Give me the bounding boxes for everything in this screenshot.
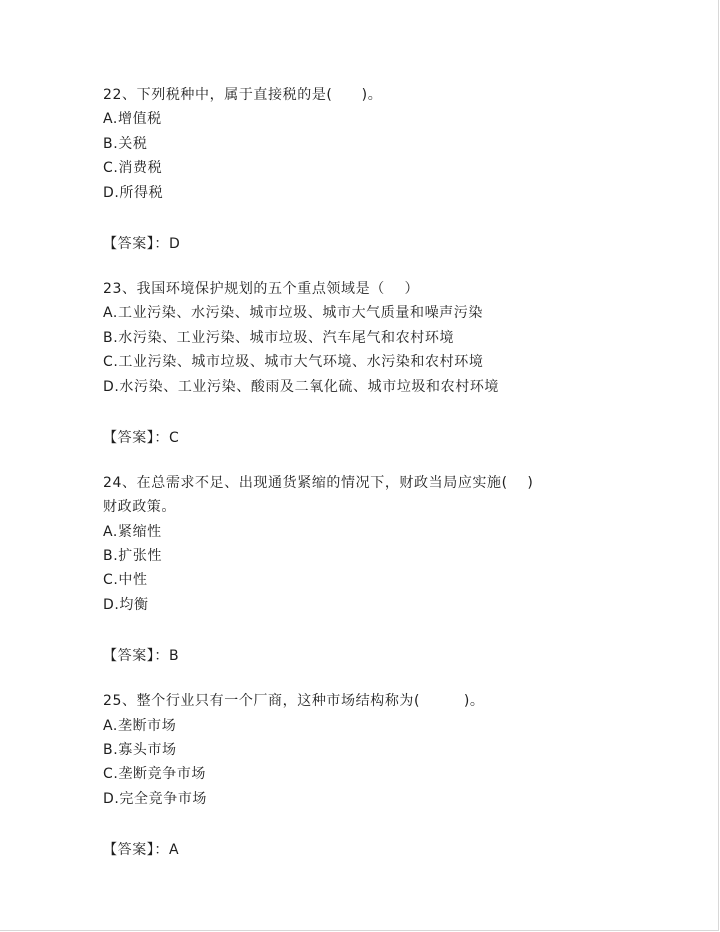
answer-label: 【答案】： [103,842,169,859]
option-d: D.均衡 [103,596,149,613]
question-24 [103,471,683,668]
option-d: D.水污染、工业污染、酸雨及二氧化硫、城市垃圾和农村环境 [103,378,500,395]
answer-value: C [169,429,180,446]
option-c: C.工业污染、城市垃圾、城市大气环境、水污染和农村环境 [103,354,484,371]
question-stem-continued: 财政政策。 [103,499,176,516]
answer-label: 【答案】： [103,648,169,665]
option-a: A.紧缩性 [103,523,162,540]
question-list [103,83,683,883]
option-a: A.增值税 [103,111,162,128]
question-22 [103,83,683,256]
answer-value: B [169,648,180,665]
answer-value: D [169,235,181,252]
option-a: A.工业污染、水污染、城市垃圾、城市大气质量和噪声污染 [103,305,483,322]
option-d: D.所得税 [103,184,164,201]
answer-label: 【答案】： [103,235,169,252]
option-d: D.完全竞争市场 [103,790,208,807]
answer-line [103,644,683,668]
question-stem: 23、我国环境保护规划的五个重点领域是（ ） [103,280,420,297]
answer-line [103,426,683,450]
answer-line [103,838,683,862]
option-b: B.关税 [103,135,148,152]
option-b: B.寡头市场 [103,742,177,759]
question-stem: 22、下列税种中，属于直接税的是( )。 [103,87,383,103]
option-b: B.扩张性 [103,548,163,565]
answer-value: A [169,842,180,859]
option-b: B.水污染、工业污染、城市垃圾、汽车尾气和农村环境 [103,329,455,346]
question-25 [103,689,683,862]
question-stem: 24、在总需求不足、出现通货紧缩的情况下，财政当局应实施( ) [103,474,534,491]
option-c: C.中性 [103,572,148,589]
option-c: C.垄断竞争市场 [103,766,207,783]
option-a: A.垄断市场 [103,717,177,734]
answer-line [103,232,683,256]
question-23 [103,277,683,450]
option-c: C.消费税 [103,160,163,177]
answer-label: 【答案】： [103,429,169,446]
question-stem: 25、整个行业只有一个厂商，这种市场结构称为( )。 [103,693,485,710]
